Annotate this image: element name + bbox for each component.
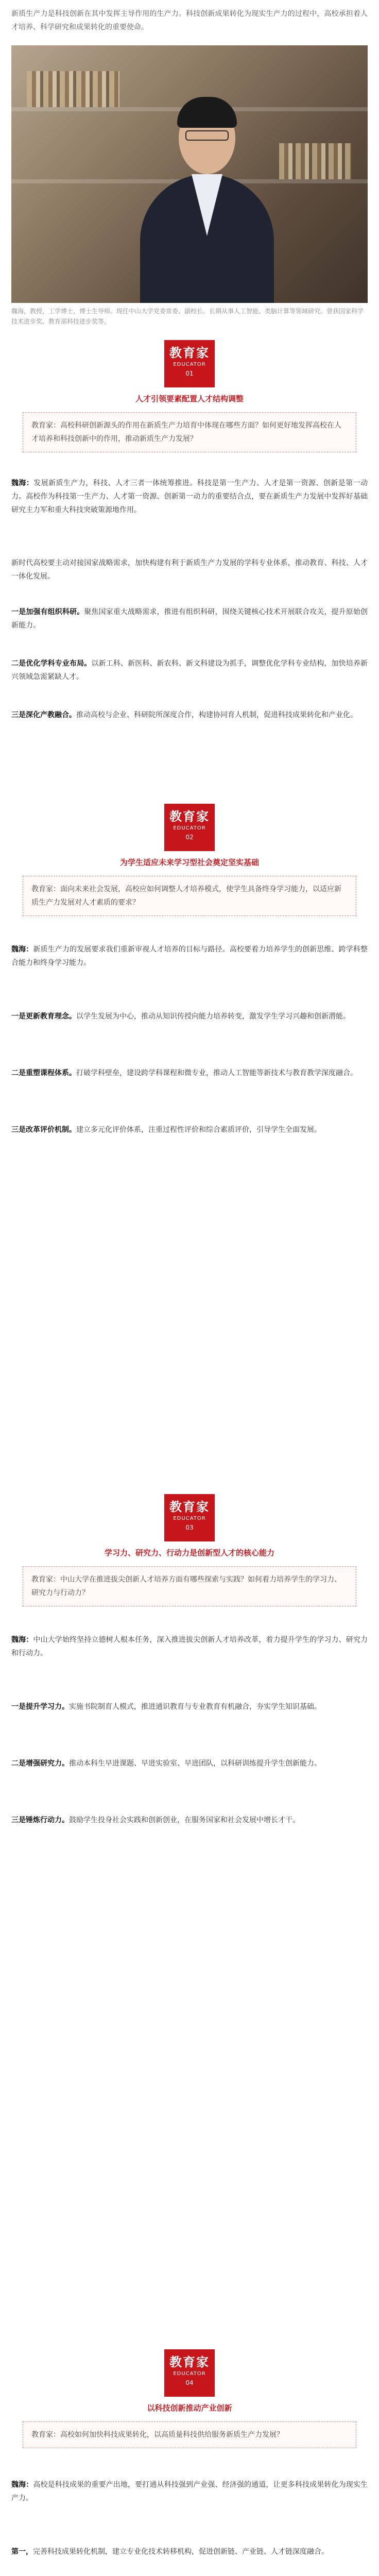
question-box-2 — [23, 876, 356, 916]
answer-paragraph — [11, 477, 368, 517]
answer-paragraph — [11, 1700, 368, 1714]
paragraph-text: 推动高校与企业、科研院所深度合作，构建协同育人机制，促进科技成果转化和产业化。 — [76, 711, 357, 719]
paragraph-lead: 三是锤炼行动力。 — [11, 1816, 69, 1824]
portrait-hair — [177, 97, 237, 128]
paragraph-lead: 魏海： — [11, 479, 34, 487]
badge-subtitle: EDUCATOR — [173, 1516, 206, 1521]
question-text: 教育家：高校科研创新源头的作用在新质生产力培育中体现在哪些方面？如何更好地发挥高校在人才培养和科技创新中的作用，推动新质生产力发展？ — [31, 421, 341, 443]
paragraph-text: 完善科技成果转化机制，建立专业化技术转移机构，促进创新链、产业链、人才链深度融合。 — [33, 2548, 329, 2556]
paragraph-lead: 一是加强有组织科研。 — [11, 608, 84, 616]
paragraph-lead: 魏海： — [11, 2481, 33, 2489]
section-badge-1 — [164, 340, 215, 387]
section-title-4: 以科技创新推动产业创新 — [147, 2403, 232, 2413]
badge-number: 03 — [185, 1524, 194, 1531]
section-badge-4 — [164, 2349, 215, 2397]
question-text: 教育家：面向未来社会发展，高校应如何调整人才培养模式，使学生具备终身学习能力，以适应新质生产力发展对人才素质的要求？ — [31, 885, 341, 907]
section-title-2: 为学生适应未来学习型社会奠定坚实基础 — [119, 858, 259, 867]
section-title-1: 人才引领要素配置人才结构调整 — [135, 394, 244, 403]
badge-title: 教育家 — [169, 809, 210, 824]
paragraph-text: 聚焦国家重大战略需求，推进有组织科研，围绕关键核心技术开展联合攻关，提升原始创新能力。 — [11, 608, 368, 630]
paragraph-text: 推动本科生早进课题、早进实验室、早进团队，以科研训练提升学生创新能力。 — [69, 1759, 321, 1768]
question-box-1 — [23, 412, 356, 452]
section-badge-2 — [164, 804, 215, 851]
section-badge-3 — [164, 1494, 215, 1541]
badge-number: 01 — [185, 370, 194, 377]
paragraph-text: 建立多元化评价体系，注重过程性评价和综合素质评价，引导学生全面发展。 — [76, 1126, 321, 1134]
paragraph-text: 以学生发展为中心，推动从知识传授向能力培养转变，激发学生学习兴趣和创新潜能。 — [76, 1012, 350, 1021]
paragraph-lead: 魏海： — [11, 1636, 33, 1644]
paragraph-lead: 二是优化学科专业布局。 — [11, 659, 92, 668]
paragraph-text: 鼓励学生投身社会实践和创新创业，在服务国家和社会发展中增长才干。 — [69, 1816, 300, 1824]
question-text: 教育家：中山大学在推进拔尖创新人才培养方面有哪些探索与实践？如何着力培养学生的学习力、研究力与行动力？ — [31, 1575, 341, 1597]
badge-subtitle: EDUCATOR — [173, 825, 206, 831]
answer-paragraph — [11, 1010, 368, 1023]
badge-title: 教育家 — [169, 1500, 210, 1514]
paragraph-text: 中山大学始终坚持立德树人根本任务，深入推进拔尖创新人才培养改革，着力提升学生的学习力、研究力和行动力。 — [11, 1636, 368, 1657]
badge-title: 教育家 — [169, 346, 210, 360]
question-box-4 — [23, 2421, 356, 2448]
answer-paragraph — [11, 2478, 368, 2505]
badge-number: 04 — [185, 2379, 194, 2386]
section-title-3: 学习力、研究力、行动力是创新型人才的核心能力 — [104, 1548, 274, 1557]
paragraph-text: 新质生产力的发展要求我们重新审视人才培养的目标与路径。高校要着力培养学生的创新思维、跨学科整合能力和终身学习能力。 — [11, 945, 368, 967]
question-box-3 — [23, 1566, 356, 1606]
answer-paragraph — [11, 943, 368, 970]
paragraph-lead: 一是提升学习力。 — [11, 1703, 69, 1711]
paragraph-lead: 三是深化产教融合。 — [11, 711, 76, 719]
paragraph-lead: 第一， — [11, 2548, 33, 2556]
answer-paragraph — [11, 1066, 368, 1080]
paragraph-text: 以新工科、新医科、新农科、新文科建设为抓手，调整优化学科专业结构，加快培养新兴领域急需紧缺人才。 — [11, 659, 368, 681]
badge-number: 02 — [185, 834, 194, 841]
photo-caption: 魏海，教授，工学博士，博士生导师。现任中山大学党委常委、副校长。长期从事人工智能、类脑计算等领域研究。曾获国家科学技术进步奖、教育部科技进步奖等。 — [11, 308, 364, 325]
paragraph-lead: 二是增强研究力。 — [11, 1759, 69, 1768]
answer-paragraph — [11, 2545, 368, 2558]
paragraph-lead: 二是重塑课程体系。 — [11, 1069, 76, 1077]
portrait-photo — [11, 45, 368, 303]
badge-subtitle: EDUCATOR — [173, 362, 206, 367]
badge-title: 教育家 — [169, 2355, 210, 2369]
answer-paragraph — [11, 657, 368, 684]
paragraph-text: 高校是科技成果的重要产出地，要打通从科技强到产业强、经济强的通道，让更多科技成果转化为现实生产力。 — [11, 2481, 368, 2502]
paragraph-lead: 一是更新教育理念。 — [11, 1012, 76, 1021]
answer-paragraph — [11, 1757, 368, 1770]
paragraph-text: 打破学科壁垒，建设跨学科课程和微专业，推动人工智能等新技术与教育教学深度融合。 — [76, 1069, 357, 1077]
answer-paragraph — [11, 1814, 368, 1827]
badge-subtitle: EDUCATOR — [173, 2371, 206, 2377]
books-decoration — [279, 143, 351, 179]
paragraph-lead: 三是改革评价机制。 — [11, 1126, 76, 1134]
answer-paragraph — [11, 708, 368, 722]
paragraph-text: 发展新质生产力，科技、人才三者一体统筹推进。科技是第一生产力、人才是第一资源、创新是第一动力。高校作为科技第一生产力、人才第一资源、创新第一动力的重要结合点，要在新质生产力发展中发挥好基础研究主力军和重大科技突破策源地作用。 — [11, 479, 368, 514]
paragraph-text: 新时代高校要主动对接国家战略需求，加快构建有利于新质生产力发展的学科专业体系，推动教育、科技、人才一体化发展。 — [11, 559, 368, 581]
answer-paragraph — [11, 556, 368, 583]
books-decoration — [27, 71, 119, 107]
paragraph-lead: 魏海： — [11, 945, 33, 954]
answer-paragraph — [11, 1123, 368, 1137]
question-text: 教育家：高校如何加快科技成果转化，以高质量科技供给服务新质生产力发展？ — [31, 2431, 284, 2439]
answer-paragraph — [11, 1633, 368, 1660]
portrait-glasses — [185, 130, 229, 141]
paragraph-text: 实施书院制育人模式，推进通识教育与专业教育有机融合，夯实学生知识基础。 — [69, 1703, 321, 1711]
answer-paragraph — [11, 605, 368, 632]
intro-text: 新质生产力是科技创新在其中发挥主导作用的生产力。科技创新成果转化为现实生产力的过程中，高校承担着人才培养、科学研究和成果转化的重要使命。 — [11, 10, 368, 31]
